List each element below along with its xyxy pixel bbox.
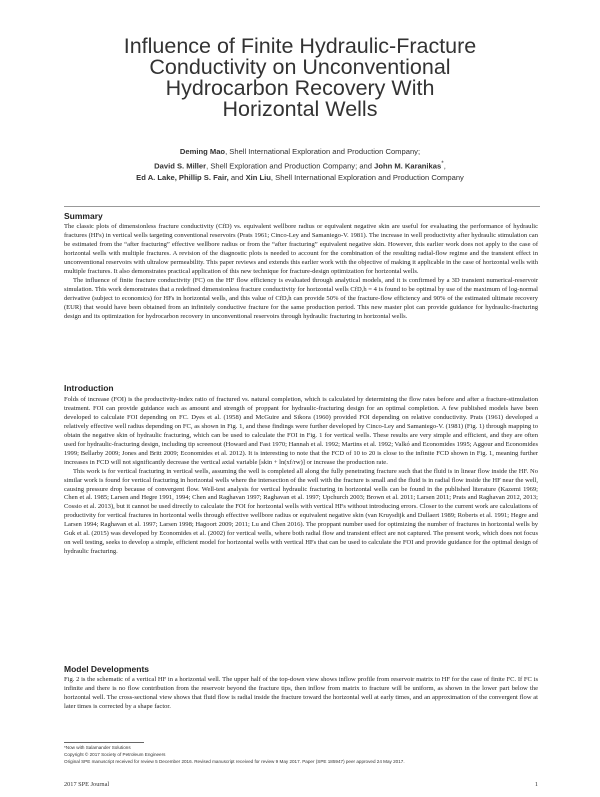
paragraph: This work is for vertical fracturing in vertical wells, assuming the well is completed all along the fully penetrating fracture such that the fluid is in linear flow inside the HF. No similar work is found for vertical fracturing in horizontal wells where the intersection of the well with the fracture is small and the fluid is in radial flow inside the HF near the well, causing pressure drop because of convergent flow. Well-test analysis for vertical hydraulic fracturing in horizontal wells can be found in the published literature (Kazemi 1969; Chen et al. 1985; Larsen and Hegre 1991, 1994; Chen and Raghavan 1997; Raghavan et al. 1997; Upchurch 2003; Brown et al. 2011; Larsen 2011; Prats and Raghavan 2012, 2013; Cossio et al. 2013), but it cannot be used directly to calculate the FOI for horizontal wells with vertical HFs without introducing errors. Closer to the current work are calculations of productivity for vertical fractures in horizontal wells through effective wellbore radius or equivalent negative skin (van Kruysdijk and Dullaert 1989; Roberts et al. 1991; Hegre and Larsen 1994; Raghavan et al. 1997; Larsen 1998; Hagoort 2009; 2011; Lu and Chen 2016). The proppant number used for optimizing the number of fractures in horizontal wells by Guk et al. (2015) was developed by Economides et al. (2002) for vertical wells, where both radial flow and transient effect are not captured. The present work, which does not focus on well testing, seeks to develop a simple, efficient model for horizontal wells with vertical HFs that can be used to calculate the FOI and provide guidance for the optimal design of hydraulic fracturing. bbox=[64, 467, 538, 556]
paragraph: Fig. 2 is the schematic of a vertical HF in a horizontal well. The upper half of the top-down view shows inflow profile from reservoir matrix to HF for the case of finite FC. If FC is infinite and there is no flow contribution from the reservoir beyond the fracture tips, then inflow from matrix to fracture will be uniform, as shown in the lower part below the horizontal well. The cross-sectional view shows that fluid flow is radial inside the fracture toward the horizontal well at early times, and an approximation of the convergent flow at later times is corrected by a shape factor. bbox=[64, 676, 538, 710]
footnote: *Now with Salamander Solutions bbox=[64, 745, 131, 750]
summary-body bbox=[64, 223, 538, 321]
author-conjunction: and bbox=[228, 172, 246, 182]
author-name: Xin Liu bbox=[245, 172, 271, 182]
title-line: Conductivity on Unconventional bbox=[149, 55, 451, 79]
model-developments-body bbox=[64, 676, 538, 712]
copyright-note: Copyright © 2017 Society of Petroleum Engineers bbox=[64, 752, 166, 757]
title-line: Hydrocarbon Recovery With bbox=[165, 76, 435, 100]
author-affiliation: , Shell International Exploration and Production Company bbox=[270, 172, 464, 182]
summary-heading: Summary bbox=[64, 211, 103, 221]
model-developments-heading: Model Developments bbox=[64, 664, 150, 674]
author-name: Deming Mao bbox=[179, 147, 226, 156]
footnote-divider bbox=[64, 742, 144, 743]
author-name: John M. Karanikas bbox=[374, 161, 442, 171]
author-list bbox=[40, 146, 560, 183]
page-number: 1 bbox=[534, 781, 538, 788]
author-affiliation: , Shell International Exploration and Production Company; bbox=[225, 147, 421, 156]
journal-footer: 2017 SPE Journal bbox=[64, 781, 110, 788]
title-line: Horizontal Wells bbox=[222, 97, 378, 121]
paragraph: The influence of finite fracture conductivity (FC) on the HF flow efficiency is evaluated through analytical models, and it is confirmed by a 3D transient numerical-reservoir simulation. This work demonstrates that a redefined dimensionless fracture conductivity for horizontal wells CfD,h = 4 is found to be optimal by use of the maximum of log-normal derivative (subject to economics) for HFs in horizontal wells, and this value of CfD,h can provide 50% of the fracture-flow efficiency and 90% of the estimated ultimate recovery (EUR) that would have been obtained from an infinitely conductive fracture for the same production period. This new master plot can provide guidance for hydraulic-fracturing design and its optimization for hydrocarbon recovery in unconventional reservoirs through hydraulic fracturing in horizontal wells. bbox=[64, 276, 538, 320]
paper-title bbox=[70, 36, 530, 120]
author-affiliation: , Shell Exploration and Production Company; and bbox=[206, 161, 375, 171]
author-footnote-mark: * bbox=[441, 159, 444, 167]
author-separator: , bbox=[443, 161, 446, 171]
manuscript-note: Original SPE manuscript received for review 5 December 2016. Revised manuscript received for review 9 May 2017. Paper (SPE 185947) peer approved 24 May 2017. bbox=[64, 759, 405, 764]
title-divider bbox=[64, 206, 540, 207]
introduction-body bbox=[64, 396, 538, 557]
author-line bbox=[40, 172, 560, 184]
introduction-heading: Introduction bbox=[64, 383, 114, 393]
author-line bbox=[40, 146, 560, 158]
paragraph: Folds of increase (FOI) is the productivity-index ratio of fractured vs. natural completion, which is calculated by determining the flow rates before and after a fracture-stimulation treatment. FOI can provide guidance such as amount and strength of proppant for hydraulic-fracturing design for an optimal completion. A few published models have been developed to calculate FOI depending on FC. Dyes et al. (1958) and McGuire and Sikora (1960) provided FOI depending on relative conductivity. Prats (1961) developed a relatively effective well radius depending on FC, as shown in Fig. 1, and these findings were further developed by Cinco-Ley and Samaniego-V. (1981) (Fig. 1) through mapping to obtain the negative skin of hydraulic fracturing, which can be used to calculate the FOI in Fig. 1 for vertical wells. These results are very simple and efficient, and they are often used for hydraulic-fracturing design, including tip screenout (Howard and Fast 1970; Hannah et al. 1992; Martins et al. 1992; Valkó and Economides 1995; Aggour and Economides 1999; Bellarby 2009; Jones and Britt 2009; Economides et al. 2012). It is interesting to note that the FCD of 10 to 20 is close to the infinite FCD shown in Fig. 1, meaning further increases in FCD will not significantly decrease the vertical axial variable [skin + ln(xf/rw)] or increase the production rate. bbox=[64, 396, 538, 466]
author-line bbox=[40, 158, 560, 172]
author-name: David S. Miller bbox=[154, 161, 207, 171]
paragraph: The classic plots of dimensionless fracture conductivity (CfD) vs. equivalent wellbore radius or equivalent negative skin are useful for evaluating the performance of hydraulic fractures (HFs) in vertical wells targeting conventional reservoirs (Prats 1961; Cinco-Ley and Samaniego-V. 1981). The increase in well productivity after hydraulic stimulation can be estimated from the “after fracturing” effective wellbore radius or from the “after fracturing” equivalent negative skin. However, this earlier work does not apply to the case of horizontal wells with multiple fractures. A revision of the diagnostic plots is needed to account for the combination of the resulting radial-flow regime and the transient effect in unconventional reservoirs with ultralow permeability. This paper reviews and extends this earlier work with the objective of making it applicable in the case of horizontal wells with multiple fractures. It also demonstrates practical application of this new technique for fracture-design optimization for horizontal wells. bbox=[64, 223, 538, 275]
title-line: Influence of Finite Hydraulic-Fracture bbox=[123, 34, 477, 58]
author-name: Ed A. Lake, Phillip S. Fair, bbox=[136, 172, 229, 182]
